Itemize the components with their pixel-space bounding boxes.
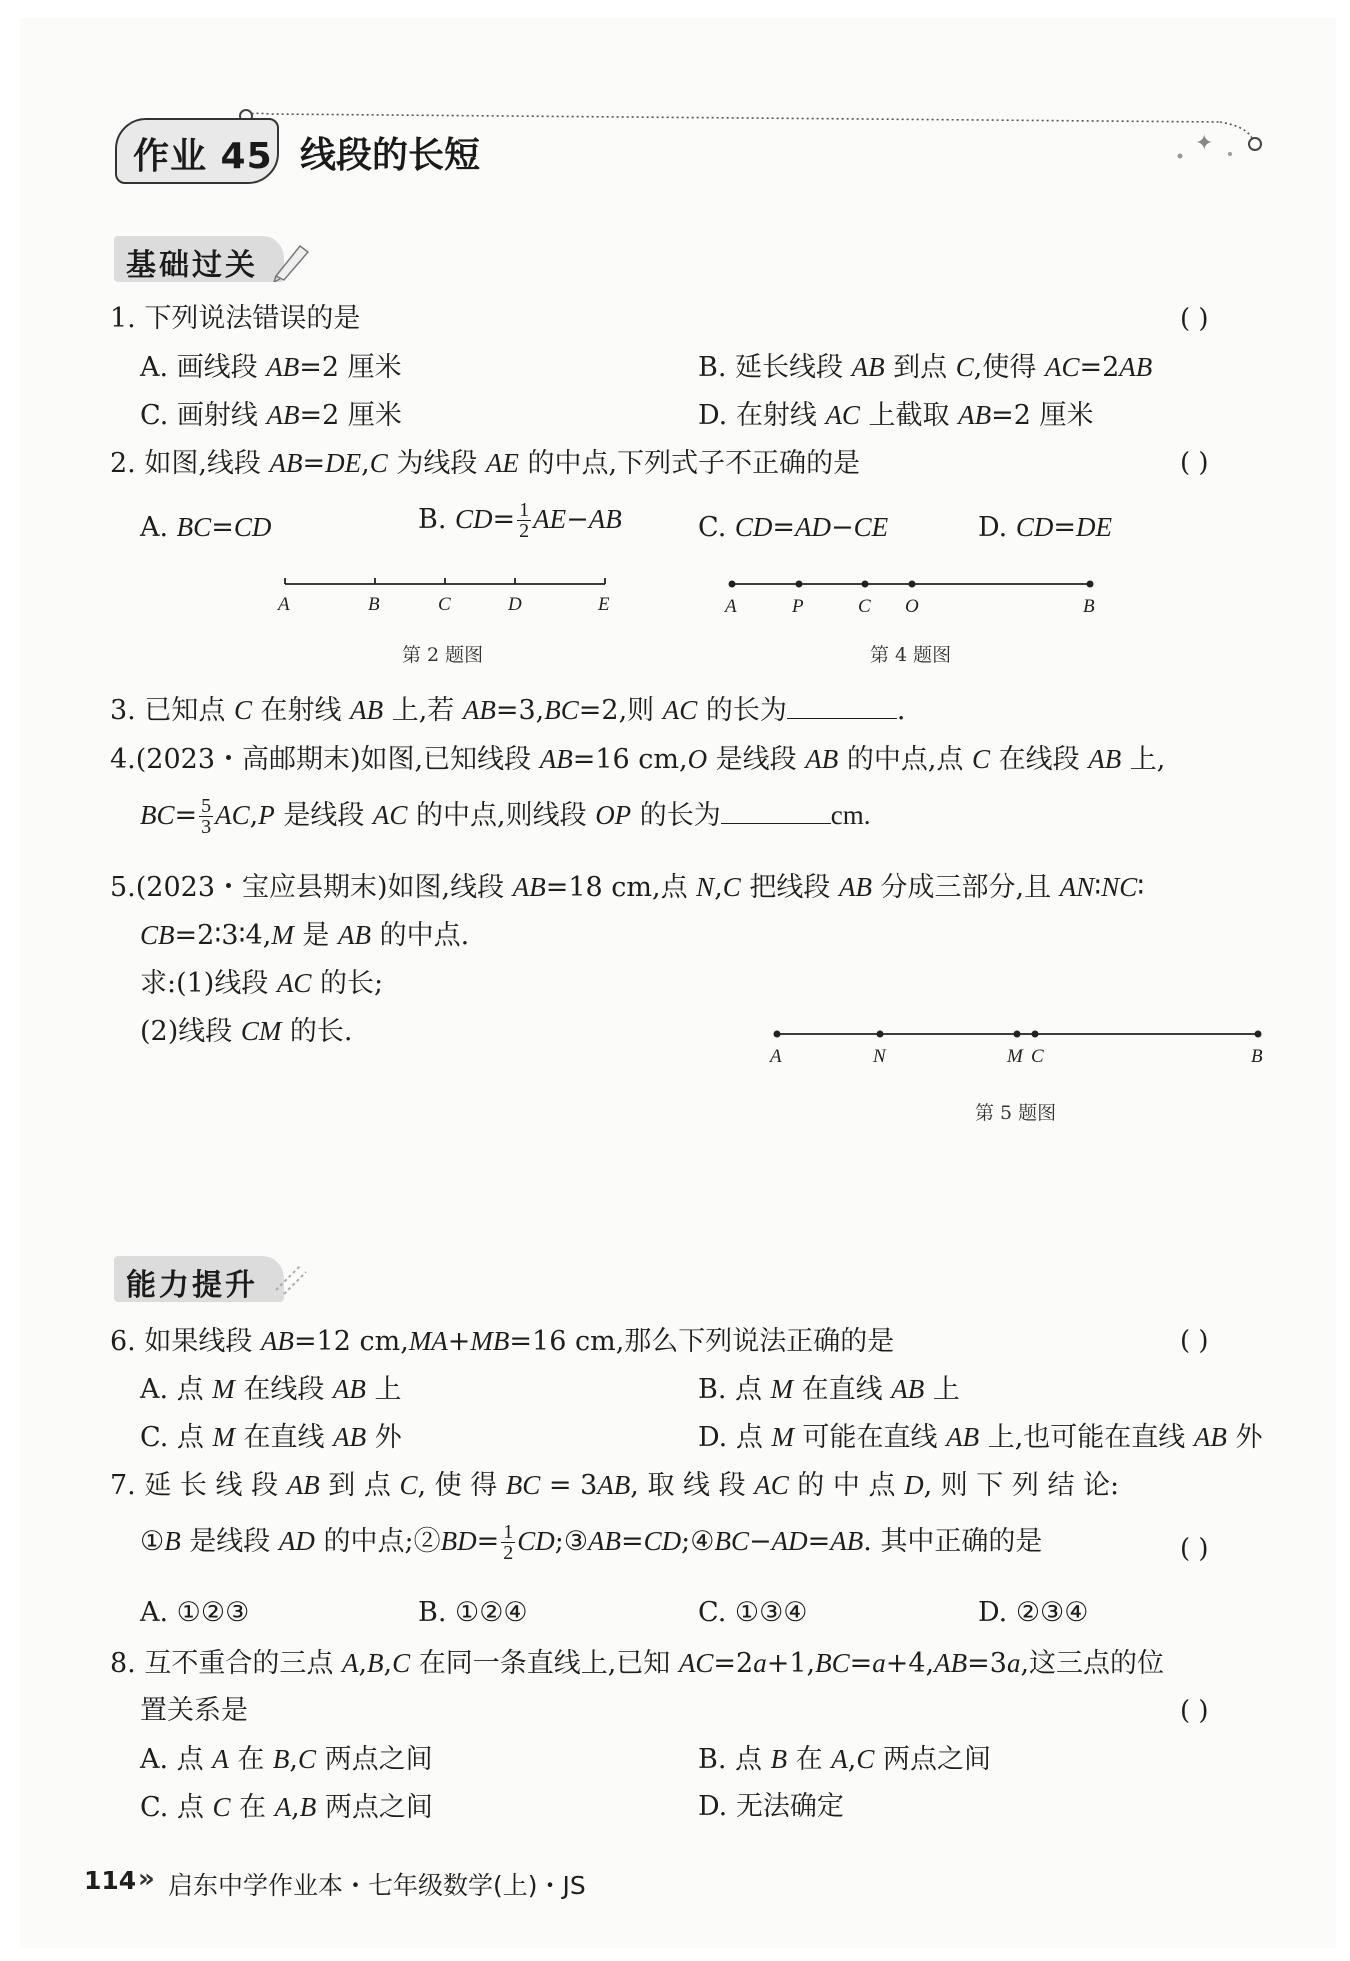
q7-option-a: A. ①②③	[140, 1597, 250, 1628]
fraction: $\frac{5}{3}$	[201, 795, 212, 838]
q1-stem: 1. 下列说法错误的是	[110, 303, 361, 334]
fraction: $\frac{1}{2}$	[519, 499, 530, 542]
q3: 3. 已知点 C 在射线 AB 上,若 AB=3,BC=2,则 AC 的长为 .	[110, 695, 906, 726]
point-A	[729, 581, 736, 588]
q6-option-d: D. 点 M 可能在直线 AB 上,也可能在直线 AB 外	[698, 1422, 1263, 1453]
label-D: D	[508, 594, 522, 615]
figure-2-caption: 第 2 题图	[402, 644, 484, 666]
q1-option-b: B. 延长线段 AB 到点 C,使得 AC=2AB	[698, 352, 1153, 383]
label-C: C	[858, 596, 871, 617]
label-A: A	[770, 1046, 782, 1067]
assignment-number: 作业 45	[133, 136, 273, 177]
point-N	[877, 1031, 884, 1038]
q6-answer-paren: ( )	[1180, 1326, 1209, 1356]
figure-2	[270, 570, 620, 620]
q6-option-b: B. 点 M 在直线 AB 上	[698, 1374, 960, 1405]
label-N: N	[873, 1046, 886, 1067]
label-B: B	[1251, 1046, 1263, 1067]
q8-option-d: D. 无法确定	[698, 1791, 844, 1822]
label-A: A	[278, 594, 290, 615]
point-O	[909, 581, 916, 588]
q7-line2: ①B 是线段 AD 的中点;②BD= $\frac{1}{2}$ CD;③AB=CD;④BC−AD=AB. 其中正确的是	[140, 1521, 1043, 1564]
label-B: B	[1083, 596, 1095, 617]
book-title: 启东中学作业本・七年级数学(上)・JS	[168, 1871, 586, 1900]
assignment-badge	[115, 118, 279, 184]
label-P: P	[792, 596, 804, 617]
q8-option-a: A. 点 A 在 B,C 两点之间	[140, 1744, 433, 1775]
q2-option-c: C. CD=AD−CE	[698, 512, 889, 543]
q8-line1: 8. 互不重合的三点 A,B,C 在同一条直线上,已知 AC=2a+1,BC=a+4,AB=3a,这三点的位	[110, 1648, 1165, 1679]
page-title: 线段的长短	[300, 135, 481, 176]
pencil-icon	[270, 238, 314, 282]
q5-line3: 求:(1)线段 AC 的长;	[140, 968, 384, 999]
page-number: 114	[84, 1866, 137, 1895]
q2-answer-paren: ( )	[1180, 448, 1209, 478]
point-P	[796, 581, 803, 588]
label-M: M	[1007, 1046, 1023, 1067]
point-B	[1255, 1031, 1262, 1038]
q8-answer-paren: ( )	[1180, 1696, 1209, 1726]
section-basic: 基础过关	[114, 236, 284, 282]
q7-option-b: B. ①②④	[418, 1597, 528, 1628]
label-C: C	[438, 594, 451, 615]
section-advanced: 能力提升	[114, 1256, 284, 1302]
sparkle-icon	[272, 1256, 312, 1300]
q8-option-b: B. 点 B 在 A,C 两点之间	[698, 1744, 991, 1775]
q1-option-a: A. 画线段 AB=2 厘米	[140, 352, 402, 383]
label-O: O	[905, 596, 919, 617]
q6-stem: 6. 如果线段 AB=12 cm,MA+MB=16 cm,那么下列说法正确的是	[110, 1326, 895, 1357]
q4-line2: BC= $\frac{5}{3}$ AC,P 是线段 AC 的中点,则线段 OP 的长为 cm.	[140, 795, 871, 838]
chevron-right-icon: »	[138, 1864, 155, 1894]
q1-answer-paren: ( )	[1180, 304, 1209, 334]
q7-answer-paren: ( )	[1180, 1534, 1209, 1564]
figure-5	[760, 1022, 1270, 1072]
q2-option-a: A. BC=CD	[140, 512, 272, 543]
q2-option-d: D. CD=DE	[978, 512, 1112, 543]
figure-4	[715, 570, 1105, 620]
label-E: E	[598, 594, 610, 615]
point-C	[862, 581, 869, 588]
point-M	[1014, 1031, 1021, 1038]
svg-text:✦: ✦	[1195, 131, 1214, 156]
q1-option-c: C. 画射线 AB=2 厘米	[140, 400, 402, 431]
q2-option-b: B. CD= $\frac{1}{2}$ AE−AB	[418, 499, 622, 542]
fraction: $\frac{1}{2}$	[503, 1521, 514, 1564]
q7-option-d: D. ②③④	[978, 1597, 1089, 1628]
q8-option-c: C. 点 C 在 A,B 两点之间	[140, 1792, 433, 1823]
q5-line4: (2)线段 CM 的长.	[140, 1016, 353, 1047]
label-B: B	[368, 594, 380, 615]
point-A	[774, 1031, 781, 1038]
q4-line1: 4.(2023・高邮期末)如图,已知线段 AB=16 cm,O 是线段 AB 的中点,点 C 在线段 AB 上,	[110, 744, 1166, 775]
answer-blank	[721, 799, 831, 824]
point-B	[1087, 581, 1094, 588]
q6-option-a: A. 点 M 在线段 AB 上	[140, 1374, 402, 1405]
figure-4-caption: 第 4 题图	[870, 644, 952, 666]
q7-line1: 7. 延 长 线 段 AB 到 点 C, 使 得 BC = 3AB, 取 线 段 AC 的 中 点 D, 则 下 列 结 论:	[110, 1470, 1120, 1501]
label-C: C	[1031, 1046, 1044, 1067]
point-C	[1032, 1031, 1039, 1038]
q5-line2: CB=2∶3∶4,M 是 AB 的中点.	[140, 920, 470, 951]
figure-5-caption: 第 5 题图	[975, 1102, 1057, 1124]
q1-option-d: D. 在射线 AC 上截取 AB=2 厘米	[698, 400, 1094, 431]
answer-blank	[787, 694, 897, 719]
q6-option-c: C. 点 M 在直线 AB 外	[140, 1422, 402, 1453]
q7-option-c: C. ①③④	[698, 1597, 808, 1628]
q2-stem: 2. 如图,线段 AB=DE,C 为线段 AE 的中点,下列式子不正确的是	[110, 448, 861, 479]
label-A: A	[725, 596, 737, 617]
q8-line2: 置关系是	[140, 1695, 248, 1726]
q5-line1: 5.(2023・宝应县期末)如图,线段 AB=18 cm,点 N,C 把线段 AB 分成三部分,且 AN∶NC∶	[110, 872, 1145, 903]
